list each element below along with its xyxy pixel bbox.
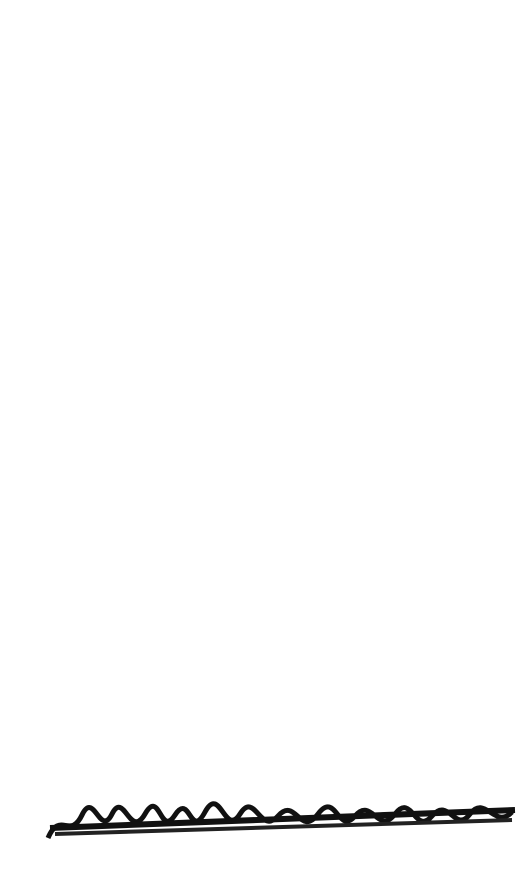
- cut-scribble: [0, 800, 527, 860]
